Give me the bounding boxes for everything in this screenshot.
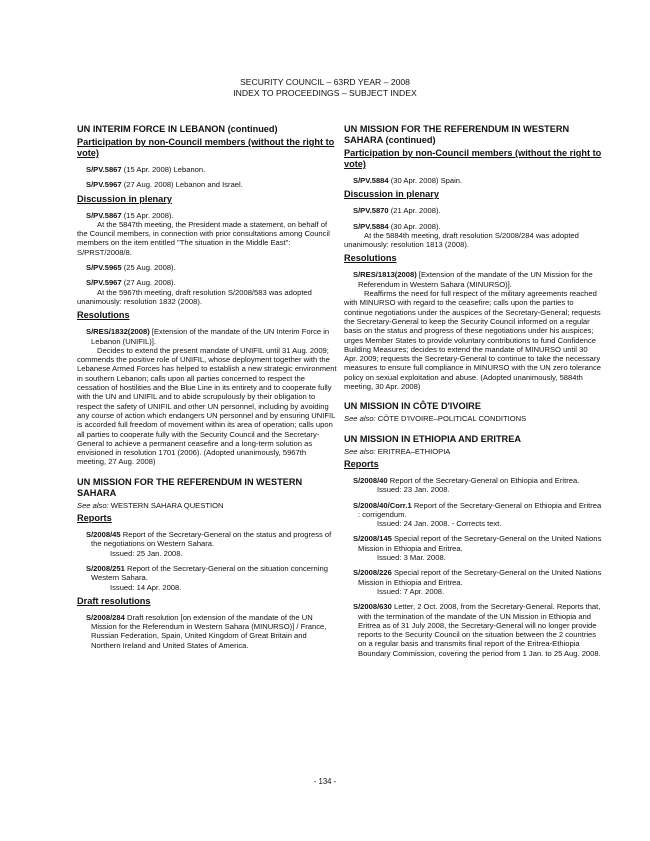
right-column (344, 124, 602, 658)
see-also-target: CÔTE D'IVOIRE–POLITICAL CONDITIONS (377, 414, 527, 424)
list-item (77, 530, 337, 558)
heading-resolutions: Resolutions (77, 310, 130, 321)
section-title-minurso-continued: UN MISSION FOR THE REFERENDUM IN WESTERN SAHARA (continued) (344, 124, 570, 145)
entry-text: (25 Aug. 2008). (123, 263, 176, 273)
heading-participation: Participation by non-Council members (without the right to vote) (344, 148, 602, 169)
issued-date: Issued: 7 Apr. 2008. (377, 586, 445, 596)
list-item (77, 165, 337, 174)
heading-participation: Participation by non-Council members (without the right to vote) (77, 137, 335, 158)
entry-text: Letter, 2 Oct. 2008, from the Secretary-General. Reports that, with the termination of the mandate of the UN Mission in Ethiopia and Eritrea as of 31 July 2008, the Secretary-General will no longer provide reports to the Security Council on the situation between the 2 countries on a regular basis and transmits final report of the Eritrea-Ethiopia Boundary Commission, covering the period from 1 Jan. to 25 Aug. 2008. (358, 602, 601, 658)
entry-paragraph: At the 5884th meeting, draft resolution S/2008/284 was adopted unanimously: resolution 1813 (2008). (344, 230, 579, 250)
list-item (77, 263, 337, 272)
see-also (344, 414, 602, 423)
document-symbol: S/RES/1832(2008) (86, 327, 150, 337)
see-also-target: WESTERN SAHARA QUESTION (110, 500, 224, 510)
issued-date: Issued: 23 Jan. 2008. (377, 485, 450, 495)
entry-text: (27 Aug. 2008) Lebanon and Israel. (123, 180, 243, 190)
document-symbol: S/PV.5884 (353, 176, 389, 185)
document-symbol: S/2008/251 (86, 563, 125, 573)
entry-text: [Extension of the mandate of the UN Interim Force in Lebanon (UNIFIL)]. (91, 327, 330, 346)
list-item (344, 176, 602, 185)
page-header (0, 77, 650, 98)
heading-reports: Reports (77, 513, 112, 524)
entry-paragraph: Reaffirms the need for full respect of the military agreements reached with MINURSO with regard to the ceasefire; calls upon the parties to continue negotiations under the auspices of the Secretary-General; requests the Secretary-General to keep the Security Council informed on a regular basis on the status and progress of these negotiations under his auspices; urges Member States to provide voluntary contributions to fund Confidence Building Measures; decides to extend the mandate of MINURSO until 30 Apr. 2009; requests the Secretary-General to continue to take the necessary measures to ensure full compliance in MINURSO with the UN zero tolerance policy on sexual exploitation and abuse. (Adopted unanimously, 5884th meeting, 30 Apr. 2008) (344, 289, 602, 392)
entry-text: Report of the Secretary-General on Ethiopia and Eritrea. (389, 475, 580, 485)
entry-text: Report of the Secretary-General on Ethiopia and Eritrea : corrigendum. (358, 500, 602, 519)
see-also-label: See also: (344, 446, 376, 456)
list-item (77, 278, 337, 306)
document-symbol: S/2008/145 (353, 534, 392, 544)
heading-resolutions: Resolutions (344, 253, 397, 264)
document-symbol: S/RES/1813(2008) (353, 270, 417, 280)
list-item (344, 270, 602, 391)
list-item (344, 602, 602, 658)
entry-text: Draft resolution [on extension of the mandate of the UN Mission for the Referendum in Western Sahara (MINURSO)] / France, Russian Federation, Spain, United Kingdom of Great Britain and Northern Ireland and United States of America. (91, 612, 327, 650)
document-symbol: S/2008/284 (86, 612, 125, 622)
entry-text: (15 Apr. 2008). (123, 210, 174, 220)
heading-discussion: Discussion in plenary (77, 193, 172, 204)
section-title-unoci: UN MISSION IN CÔTE D'IVOIRE (344, 401, 481, 412)
see-also-target: ERITREA–ETHIOPIA (377, 446, 451, 456)
entry-text: Report of the Secretary-General on the situation concerning Western Sahara. (91, 563, 328, 583)
see-also-label: See also: (344, 414, 376, 424)
list-item (344, 534, 602, 562)
header-line-2: INDEX TO PROCEEDINGS – SUBJECT INDEX (233, 87, 417, 98)
document-symbol: S/PV.5870 (353, 206, 389, 216)
document-symbol: S/PV.5967 (86, 278, 122, 288)
heading-draft-resolutions: Draft resolutions (77, 595, 151, 606)
entry-text: [Extension of the mandate of the UN Mission for the Referendum in Western Sahara (MINURSO)]. (358, 270, 593, 289)
document-symbol: S/PV.5867 (86, 210, 122, 220)
entry-text: (21 Apr. 2008). (390, 206, 441, 216)
left-column (77, 124, 337, 650)
heading-discussion: Discussion in plenary (344, 189, 439, 200)
entry-paragraph: At the 5847th meeting, the President made a statement, on behalf of the Council members, in connection with prior consultations among Council members on the item entitled "The situation in the Middle East": S/PRST/2008/8. (77, 219, 330, 257)
list-item (77, 613, 337, 650)
list-item (344, 501, 602, 529)
document-symbol: S/2008/45 (86, 530, 121, 540)
entry-text: (15 Apr. 2008) Lebanon. (123, 165, 206, 174)
issued-date: Issued: 25 Jan. 2008. (110, 548, 183, 558)
document-symbol: S/PV.5965 (86, 263, 122, 273)
page-number: - 134 - (313, 777, 337, 786)
entry-text: (27 Aug. 2008). (123, 278, 176, 288)
section-title-unmee: UN MISSION IN ETHIOPIA AND ERITREA (344, 433, 521, 444)
issued-date: Issued: 24 Jan. 2008. - Corrects text. (377, 519, 502, 529)
document-symbol: S/PV.5884 (353, 221, 389, 231)
section-title-minurso: UN MISSION FOR THE REFERENDUM IN WESTERN SAHARA (77, 476, 303, 498)
document-symbol: S/PV.5967 (86, 180, 122, 190)
section-title-unifil: UN INTERIM FORCE IN LEBANON (continued) (77, 124, 278, 134)
issued-date: Issued: 14 Apr. 2008. (110, 582, 182, 592)
entry-paragraph: Decides to extend the present mandate of UNIFIL until 31 Aug. 2009; commends the positive role of UNIFIL, whose deployment together with the Lebanese Armed Forces has helped to establish a new strategic environment in southern Lebanon; calls upon all parties concerned to respect the cessation of hostilities and the Blue Line in its entirety and to cooperate fully with the UN and UNIFIL and to abide scrupulously by their obligation to respect the safety of UNIFIL and other UN personnel, including by avoiding any course of action which endangers UN personnel and by ensuring UNIFIL is accorded full freedom of movement within its area of operation; calls upon all parties to cooperate fully with the Security Council and the Secretary-General to achieve a permanent ceasefire and a long-term solution as envisioned in resolution 1701 (2006). (Adopted unanimously, 5967th meeting, 27 Aug. 2008) (77, 345, 337, 467)
entry-text: (30 Apr. 2008) Spain. (390, 176, 463, 185)
list-item (77, 564, 337, 592)
header-line-1: SECURITY COUNCIL – 63RD YEAR – 2008 (240, 77, 410, 87)
document-symbol: S/2008/40 (353, 475, 388, 485)
list-item (344, 206, 602, 215)
list-item (344, 568, 602, 596)
document-symbol: S/PV.5867 (86, 165, 122, 174)
see-also-label: See also: (77, 500, 109, 510)
entry-text: Special report of the Secretary-General on the United Nations Mission in Ethiopia and Eritrea. (358, 534, 602, 553)
document-symbol: S/2008/630 (353, 602, 392, 612)
list-item (77, 211, 337, 257)
list-item (344, 222, 602, 250)
see-also (77, 501, 337, 510)
list-item (77, 327, 337, 466)
heading-reports: Reports (344, 458, 379, 469)
entry-text: Special report of the Secretary-General on the United Nations Mission in Ethiopia and Eritrea. (358, 568, 602, 587)
see-also (344, 447, 602, 456)
issued-date: Issued: 3 Mar. 2008. (377, 553, 446, 563)
entry-text: Report of the Secretary-General on the status and progress of the negotiations on Western Sahara. (91, 530, 332, 549)
document-symbol: S/2008/226 (353, 568, 392, 578)
entry-text: (30 Apr. 2008). (390, 221, 441, 231)
document-symbol: S/2008/40/Corr.1 (353, 500, 412, 510)
list-item (77, 180, 337, 189)
entry-paragraph: At the 5967th meeting, draft resolution S/2008/583 was adopted unanimously: resolution 1832 (2008). (77, 287, 312, 306)
list-item (344, 476, 602, 495)
